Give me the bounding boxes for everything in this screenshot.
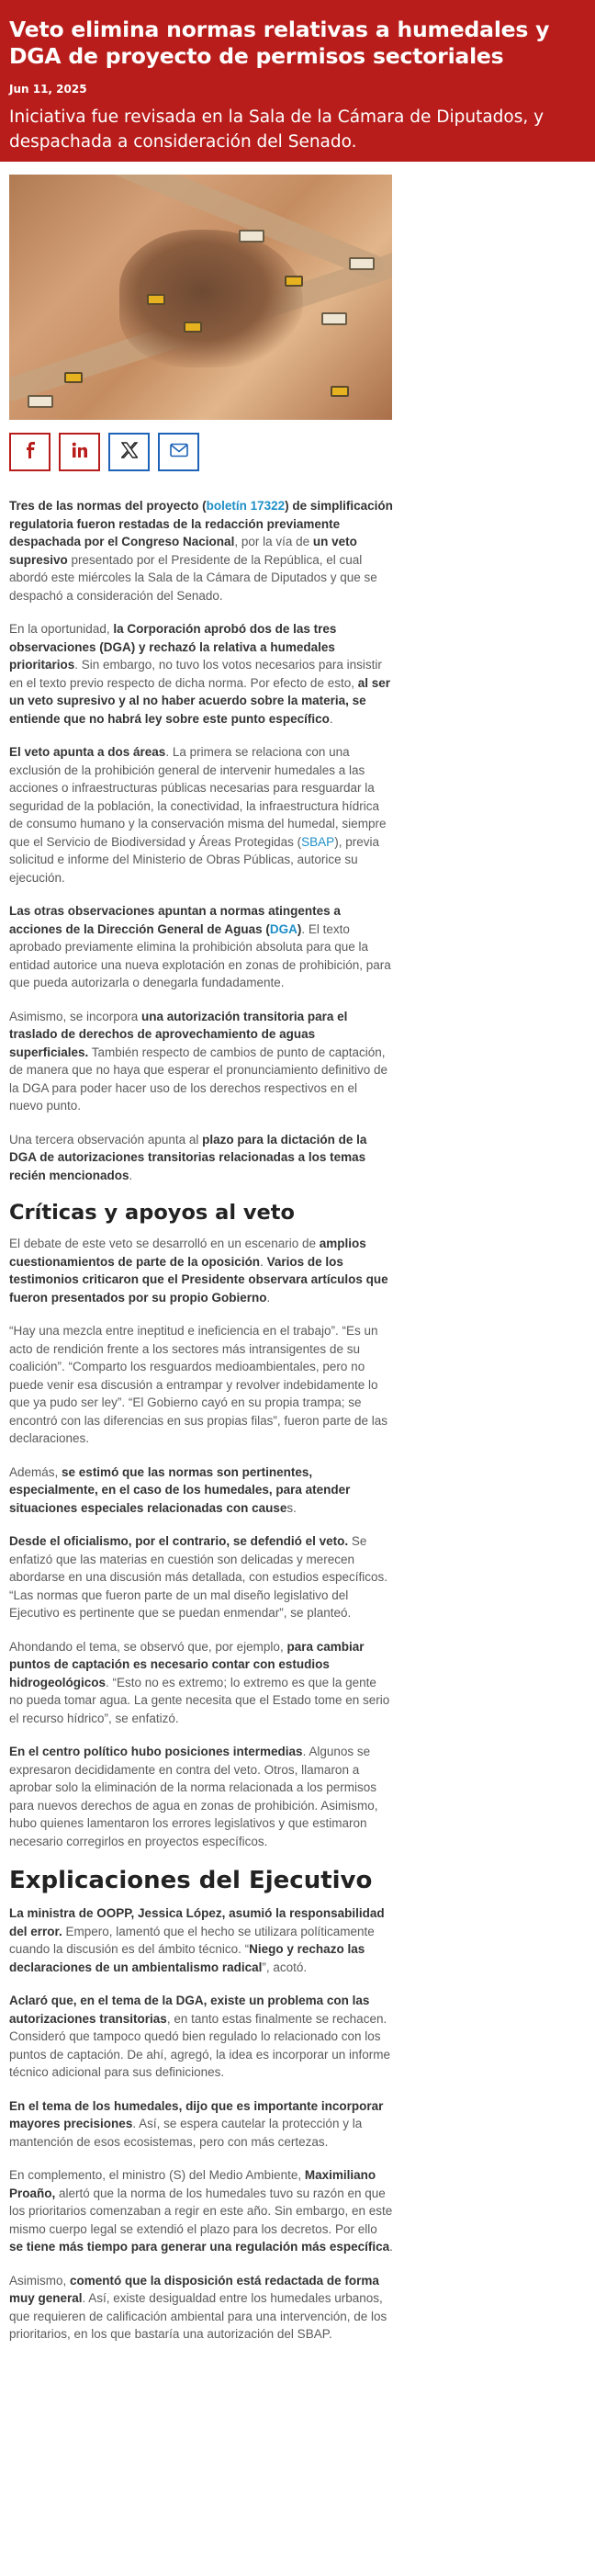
text-run: Asimismo, se incorpora (9, 1009, 142, 1023)
paragraph (9, 1463, 393, 1518)
inline-link[interactable]: boletín 17322 (206, 499, 286, 513)
text-run: Empero, lamentó que el hecho se utilizara políticamente cuando la discusión es del ámbito técnico. “ (9, 1924, 375, 1956)
text-run: . (260, 1254, 267, 1269)
bold-text: ) de simplificación regulatoria fueron restadas de la redacción previamente despachada por el Congreso Nacional (9, 499, 393, 548)
bold-text: La ministra de OOPP, Jessica López, asumió la responsabilidad del error. (9, 1906, 385, 1938)
bold-text: Aclaró que, en el tema de la DGA, existe un problema con las autorizaciones transitorias (9, 1994, 370, 2026)
text-run: . (129, 1168, 133, 1182)
bold-text: Maximiliano Proaño, (9, 2168, 376, 2200)
x-icon (121, 442, 138, 463)
bold-text: un veto supresivo (9, 535, 357, 567)
bold-text: Niego y rechazo las declaraciones de un ambientalismo radical (9, 1942, 365, 1974)
share-buttons (9, 433, 393, 471)
bold-text: se estimó que las normas son pertinentes, especialmente, en el caso de los humedales, para atender situaciones especiales relacionadas con cause (9, 1464, 351, 1515)
article-title: Veto elimina normas relativas a humedales y DGA de proyecto de permisos sectoriales (9, 17, 550, 69)
bold-text: Desde el oficialismo, por el contrario, se defendió el veto. (9, 1534, 349, 1548)
bold-text: amplios cuestionamientos de parte de la oposición (9, 1237, 366, 1269)
article-content (9, 175, 393, 2344)
text-run: ), previa solicitud e informe del Ministerio de Obras Públicas, autorice su ejecución. (9, 834, 379, 885)
text-run: . (266, 1290, 271, 1305)
text-run: “Hay una mezcla entre ineptitud e ineficiencia en el trabajo”. “Es un acto de rendición frente a los sectores más intransigentes de su coalición”. “Comparto los resguardos medioambientales, pero no puede venir esa discusión a entrampar y revolver indebidamente lo que ya pudo ser ley”. “El Gobierno cayó en su propia trampa; se encontró con las diferencias en sus propias filas”, fueron parte de las declaraciones. (9, 1324, 387, 1445)
text-run: . Así, se espera cautelar la protección y la mantención de esos ecosistemas, pero con más certezas. (9, 2117, 363, 2149)
bold-text: comentó que la disposición está redactada de forma muy general (9, 2273, 379, 2305)
paragraph (9, 2272, 393, 2344)
paragraph (9, 1008, 393, 1115)
text-run: . (329, 711, 333, 726)
text-run: El debate de este veto se desarrolló en un escenario de (9, 1237, 320, 1250)
share-linkedin-button[interactable] (59, 433, 100, 471)
section-heading-criticas: Críticas y apoyos al veto (9, 1201, 296, 1225)
publish-date: Jun 11, 2025 (9, 83, 87, 96)
paragraph (9, 1235, 393, 1306)
bold-text: Las otras observaciones apuntan a normas atingentes a acciones de la Dirección General de Aguas ( (9, 904, 341, 936)
paragraph (9, 497, 393, 604)
text-run: En complemento, el ministro (S) del Medio Ambiente, (9, 2168, 305, 2182)
share-facebook-button[interactable] (9, 433, 51, 471)
bold-text: Varios de los testimonios criticaron que el Presidente observara artículos que fueron presentados por su propio Gobierno (9, 1254, 388, 1305)
share-email-button[interactable] (158, 433, 199, 471)
paragraph (9, 902, 393, 992)
linkedin-icon (72, 442, 88, 463)
paragraph (9, 2097, 393, 2152)
article-lead: Iniciativa fue revisada en la Sala de la Cámara de Diputados, y despachada a consideración del Senado. (9, 107, 544, 152)
text-run: s. (286, 1500, 297, 1515)
facebook-icon (23, 442, 38, 463)
bold-text: se tiene más tiempo para generar una regulación más específica (9, 2240, 390, 2254)
bold-text: En el centro político hubo posiciones intermedias (9, 1745, 303, 1758)
paragraph (9, 1992, 393, 2082)
bold-text: para cambiar puntos de captación es necesario contar con estudios hidrogeológicos (9, 1639, 365, 1689)
paragraph (9, 1322, 393, 1448)
hero-image-mining-site (9, 175, 392, 420)
mail-icon (170, 443, 188, 462)
bold-text: al ser un veto supresivo y al no haber acuerdo sobre la materia, se entiende que no habrá ley sobre este punto específico (9, 675, 391, 726)
text-run: . Algunos se expresaron decididamente en contra del veto. Otros, llamaron a aprobar solo la eliminación de la norma relacionada a los permisos para nuevos derechos de agua en zonas de prohibición. Asimismo, hubo quienes lamentaron los errores legislativos y que estimaron necesario corregirlos en proyectos específicos. (9, 1745, 378, 1848)
text-run: , por la vía de (234, 535, 313, 548)
article-header (0, 0, 595, 162)
section-heading-explicaciones: Explicaciones del Ejecutivo (9, 1867, 373, 1894)
bold-text: la Corporación aprobó dos de las tres observaciones (DGA) y rechazó la relativa a humedales prioritarios (9, 622, 337, 672)
bold-text: ) (297, 921, 302, 936)
text-run: presentado por el Presidente de la República, el cual abordó este miércoles la Sala de la Cámara de Diputados y que se despachó a consideración del Senado. (9, 552, 377, 603)
paragraph (9, 2166, 393, 2256)
article-body (9, 497, 393, 2344)
bold-text: El veto apunta a dos áreas (9, 745, 166, 759)
text-run: Una tercera observación apunta al (9, 1132, 203, 1147)
paragraph (9, 743, 393, 887)
text-run: . Así, existe desigualdad entre los humedales urbanos, que requieren de calificación ambiental para una intervención, de los prioritarios, en los que bastaría una autorización del SBAP. (9, 2291, 387, 2341)
text-run: . El texto aprobado previamente elimina la prohibición absoluta para que la entidad autorice una nueva explotación en zonas de prohibición, para que pueda autorizarla o denegarla fundadamente. (9, 921, 391, 989)
text-run: Ahondando el tema, se observó que, por ejemplo, (9, 1639, 287, 1654)
bold-text: plazo para la dictación de la DGA de autorizaciones transitorias relacionadas a los temas recién mencionados (9, 1132, 367, 1182)
text-run: También respecto de cambios de punto de captación, de manera que no haya que esperar el pronunciamiento definitivo de la DGA para poder hacer uso de los derechos respectivos en el nuevo punto. (9, 1045, 388, 1113)
paragraph (9, 1638, 393, 1728)
paragraph (9, 1131, 393, 1185)
inline-link[interactable]: SBAP (301, 834, 335, 849)
bold-text: Tres de las normas del proyecto ( (9, 499, 207, 513)
text-run: Se enfatizó que las materias en cuestión son delicadas y merecen abordarse en una discusión más detallada, con estudios específicos. “Las normas que fueron parte de un mal diseño legislativo del Ejecutivo es pertinente que se puedan enmendar”, se planteó. (9, 1534, 388, 1620)
text-run: En la oportunidad, (9, 622, 114, 636)
paragraph (9, 1743, 393, 1850)
text-run: Asimismo, (9, 2273, 71, 2288)
paragraph (9, 1904, 393, 1976)
text-run: . Sin embargo, no tuvo los votos necesarios para insistir en el texto previo respecto de dicha norma. Por efecto de esto, (9, 658, 382, 690)
paragraph (9, 620, 393, 728)
text-run: , en tanto estas finalmente se rechacen. Consideró que tampoco quedó bien regulado lo relacionado con los puntos de captación. De ahí, agregó, la idea es incorporar un informe técnico adicional para sus definiciones. (9, 2011, 391, 2079)
text-run: ”, acotó. (262, 1960, 308, 1974)
bold-text: una autorización transitoria para el traslado de derechos de aprovechamiento de aguas superficiales. (9, 1009, 348, 1059)
text-run: . “Esto no es extremo; lo extremo es que la gente no pueda tomar agua. La gente necesita que el Estado tome en serio el recurso hídrico”, se enfatizó. (9, 1675, 390, 1725)
text-run: Además, (9, 1464, 62, 1479)
inline-link[interactable]: DGA (269, 921, 298, 936)
text-run: . La primera se relaciona con una exclusión de la prohibición general de intervenir humedales a las acciones o infraestructuras públicas necesarias para resguardar la seguridad de la población, la conectividad, la infraestructura hídrica de consumo humano y la conservación misma del humedal, siempre que el Servicio de Biodiversidad y Áreas Protegidas ( (9, 745, 387, 849)
paragraph (9, 1532, 393, 1622)
text-run: alertó que la norma de los humedales tuvo su razón en que los prioritarios comenzaban a regir en este año. Sin embargo, en este mismo cuerpo legal se extendió el plazo para los decretos. Por ello (9, 2186, 393, 2236)
share-x-button[interactable] (108, 433, 150, 471)
text-run: . (389, 2240, 393, 2254)
bold-text: En el tema de los humedales, dijo que es importante incorporar mayores precisiones (9, 2098, 384, 2130)
